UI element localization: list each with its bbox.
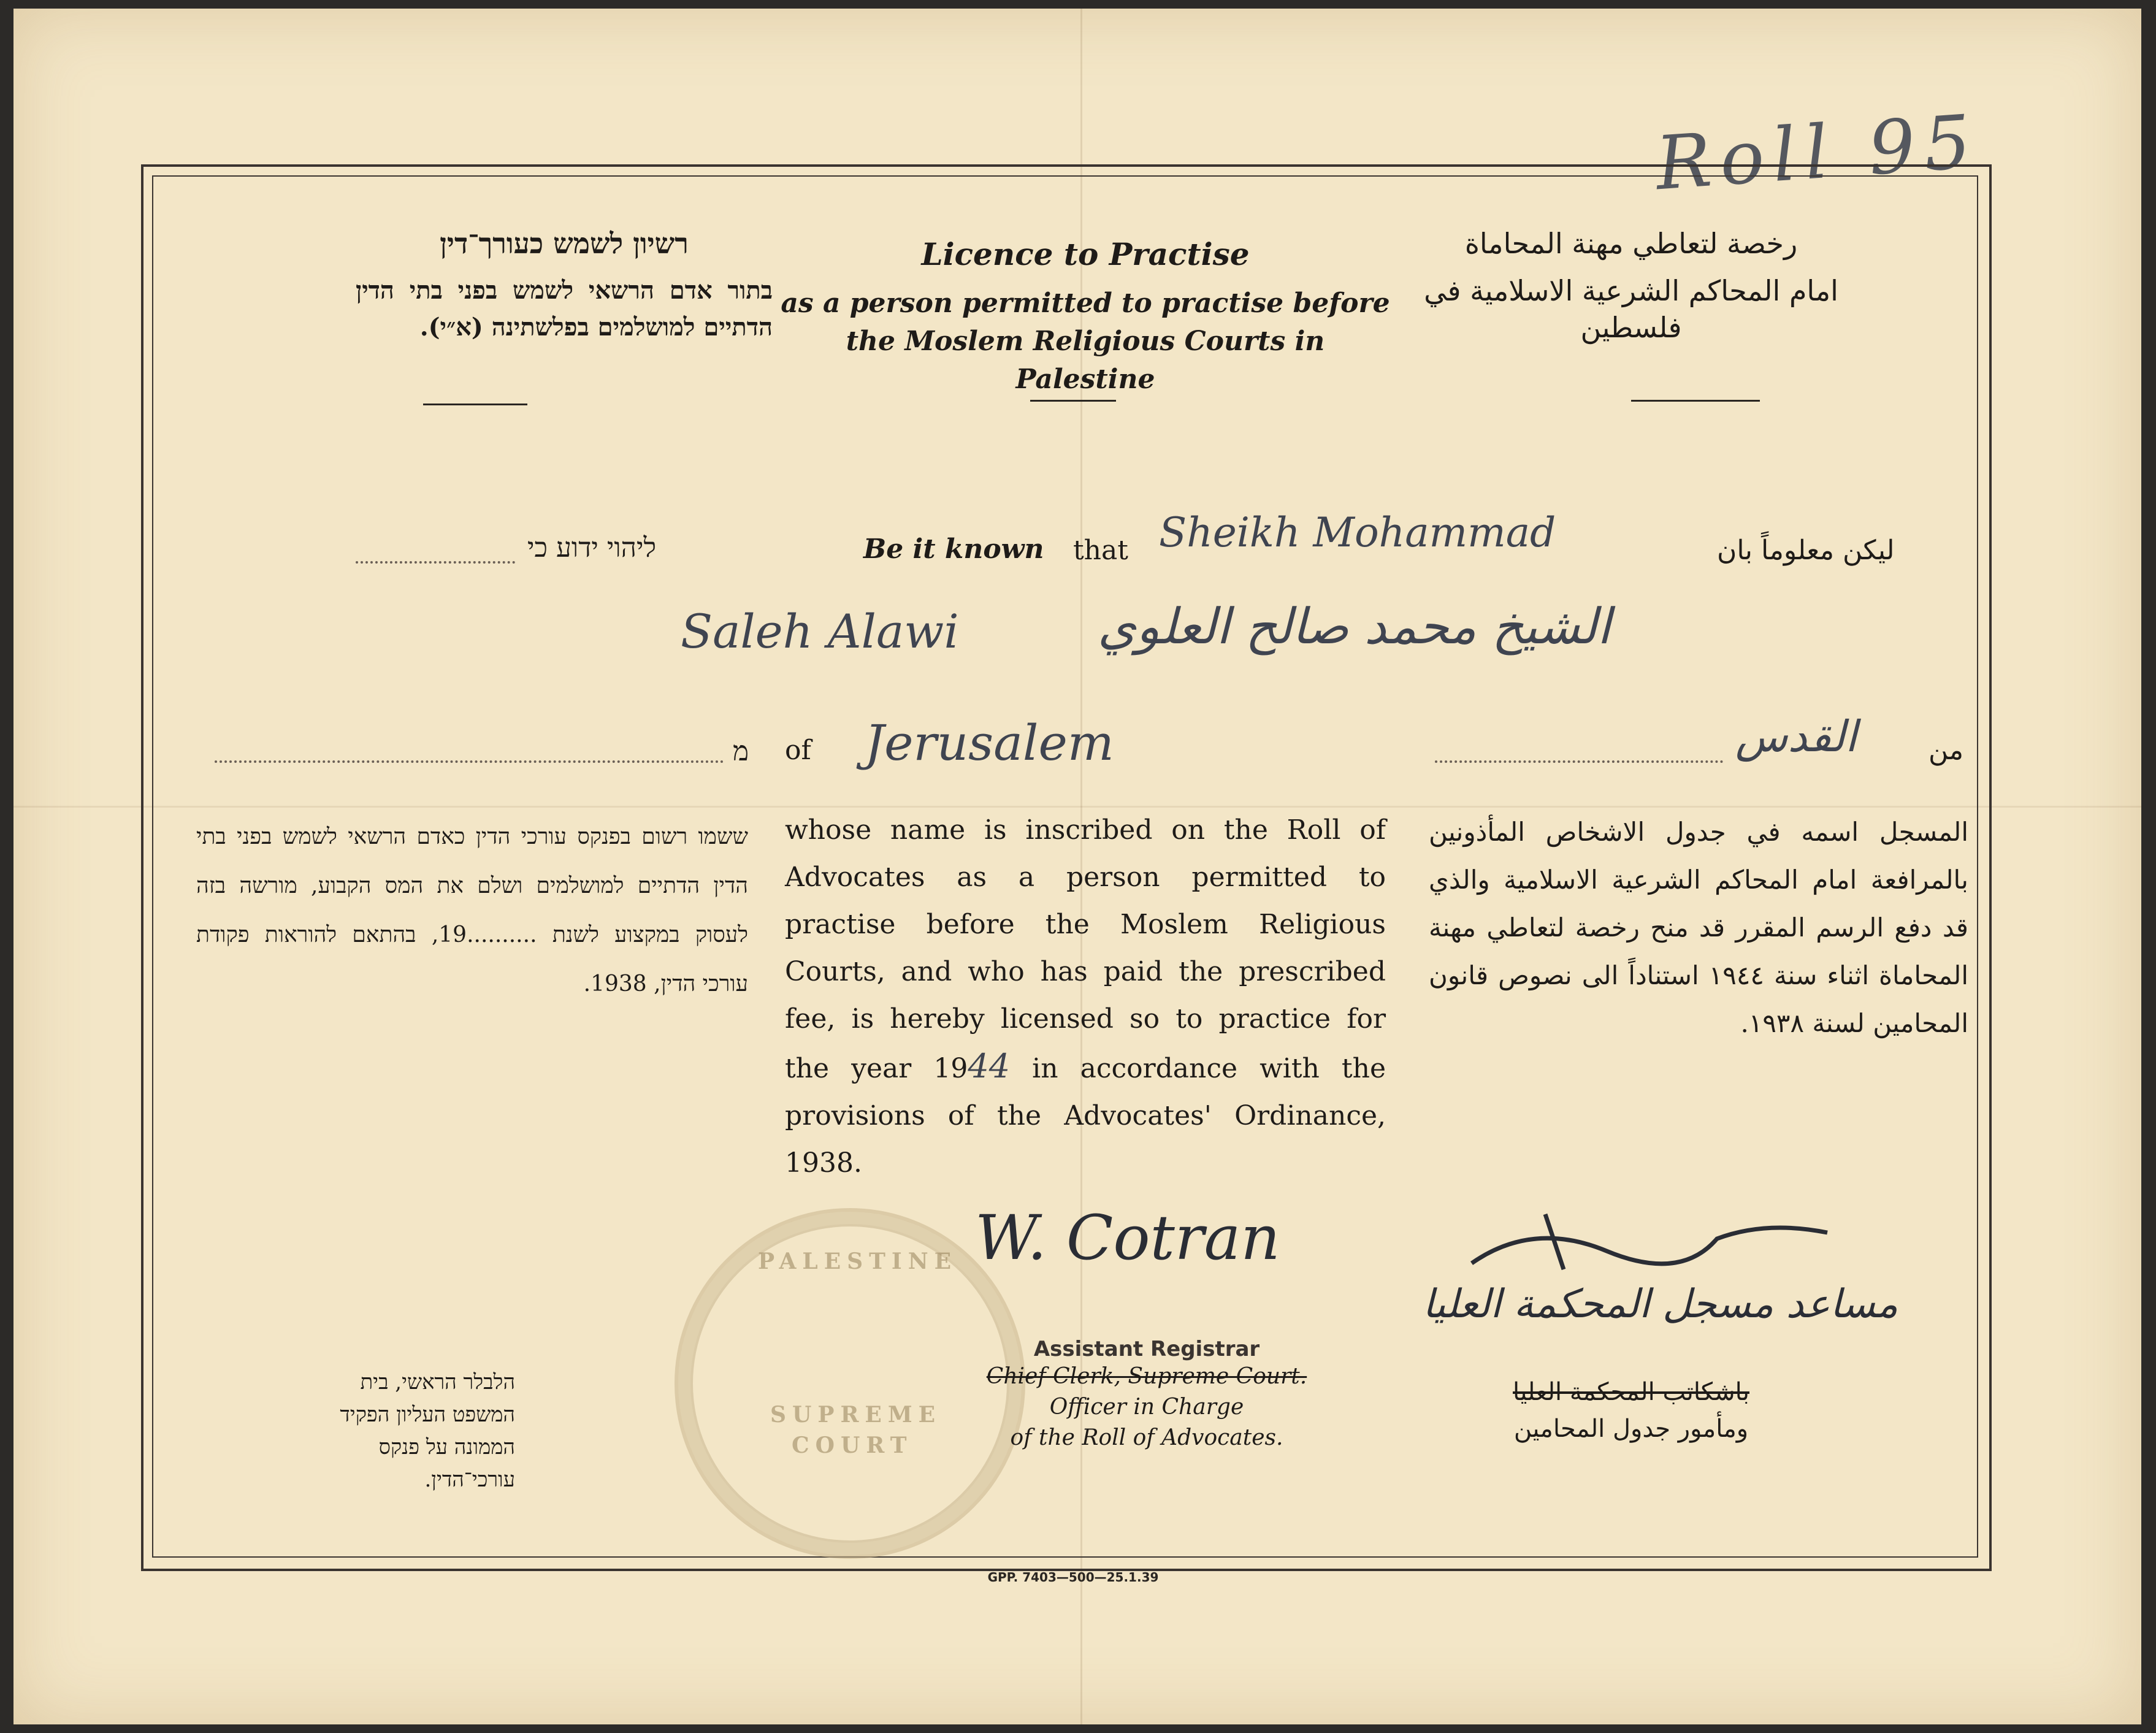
english-of: of [785,735,811,766]
declaration-be-it-known: Be it known [863,534,1044,565]
arabic-handwritten-title: مساعد مسجل المحكمة العليا [1423,1282,1898,1327]
handwritten-name-line2: Saleh Alawi [681,604,959,659]
hebrew-subtitle: בתור אדם הרשאי לשמש בפני בתי הדין הדתיים למושלמים בפלשתינה (א״י). [356,276,773,342]
handwritten-year: 44 [968,1047,1011,1085]
arabic-header [1398,227,1864,346]
seal-text-bottom: COURT [792,1433,913,1458]
handwritten-name-arabic: الشيخ محمد صالح العلوي [1098,598,1611,655]
arabic-subtitle: امام المحاكم الشرعية الاسلامية في فلسطين [1424,274,1838,344]
handwritten-name-line1: Sheikh Mohammad [1159,509,1556,556]
hebrew-signature-block: הלבלר הראשי, בית המשפט העליון הפקיד הממונה על פנקס עורכי־הדין. [340,1370,515,1492]
hebrew-declaration-dots [356,561,515,564]
english-signature: W. Cotran [975,1202,1280,1274]
arabic-roll-officer: ومأمور جدول المحامين [1513,1415,1749,1443]
print-code: GPP. 7403—500—25.1.39 [987,1570,1159,1585]
hebrew-declaration: ליהוי ידוע כי [527,532,657,564]
assistant-registrar-stamp: Assistant Registrar [1033,1337,1260,1361]
english-body-before-year: whose name is inscribed on the Roll of Advocates as a person permitted to practise before the Moslem Religious Courts, and who has paid the prescribed fee, is hereby licensed so to practice for the year 19 [785,814,1386,1084]
hebrew-header [356,227,773,346]
english-body-after-year: in accordance with the provisions of the Advocates' Ordinance, 1938. [785,1053,1386,1179]
hebrew-of: מ [733,736,749,767]
struck-chief-clerk: Chief Clerk, Supreme Court. [986,1364,1307,1389]
handwritten-place: Jerusalem [865,714,1114,771]
english-subtitle: as a person permitted to practise before the Moslem Religious Courts in Palestine [781,288,1390,395]
english-signature-block [957,1337,1337,1453]
handwritten-place-arabic: القدس [1735,711,1857,762]
arabic-of-dots [1435,760,1723,763]
seal-text-middle: SUPREME [770,1402,942,1428]
english-title: Licence to Practise [921,236,1250,272]
arabic-title: رخصة لتعاطي مهنة المحاماة [1464,227,1798,260]
roll-of-advocates: of the Roll of Advocates. [1010,1425,1283,1450]
officer-in-charge: Officer in Charge [1049,1394,1244,1420]
hebrew-title: רשיון לשמש כעורך־דין [440,227,689,260]
english-header-rule [1030,400,1116,402]
declaration-that: that [1073,535,1128,566]
hebrew-of-dots [215,760,724,763]
hebrew-header-rule [423,404,527,405]
english-header [779,236,1392,399]
arabic-signature-scribble [1459,1196,1840,1294]
arabic-body: المسجل اسمه في جدول الاشخاص المأذونين بالمرافعة امام المحاكم الشرعية الاسلامية والذي قد دفع الرسم المقرر قد منح رخصة لتعاطي مهنة المحاماة اثناء سنة ١٩٤٤ استناداً الى نصوص قانون المحامين لسنة ١٩٣٨. [1429,817,1968,1038]
arabic-of: من [1929,735,1964,766]
arabic-struck-title: باشكاتب المحكمة العليا [1513,1378,1749,1406]
seal-text-top: PALESTINE [758,1249,958,1274]
roll-note: Roll 95 [1653,99,1982,207]
arabic-header-rule [1631,400,1760,402]
arabic-declaration: ليكن معلوماً بان [1717,535,1895,566]
hebrew-body: ששמו רשום בפנקס עורכי הדין כאדם הרשאי לשמש בפני בתי הדין הדתיים למושלמים ושלם את המס הקבוע, מורשה בזה לעסוק במקצוע לשנת ..........19, בהתאם להוראות פקודת עורכי הדין, 1938. [196,824,748,997]
arabic-signature-block [1496,1374,1766,1447]
english-body [785,806,1386,1187]
